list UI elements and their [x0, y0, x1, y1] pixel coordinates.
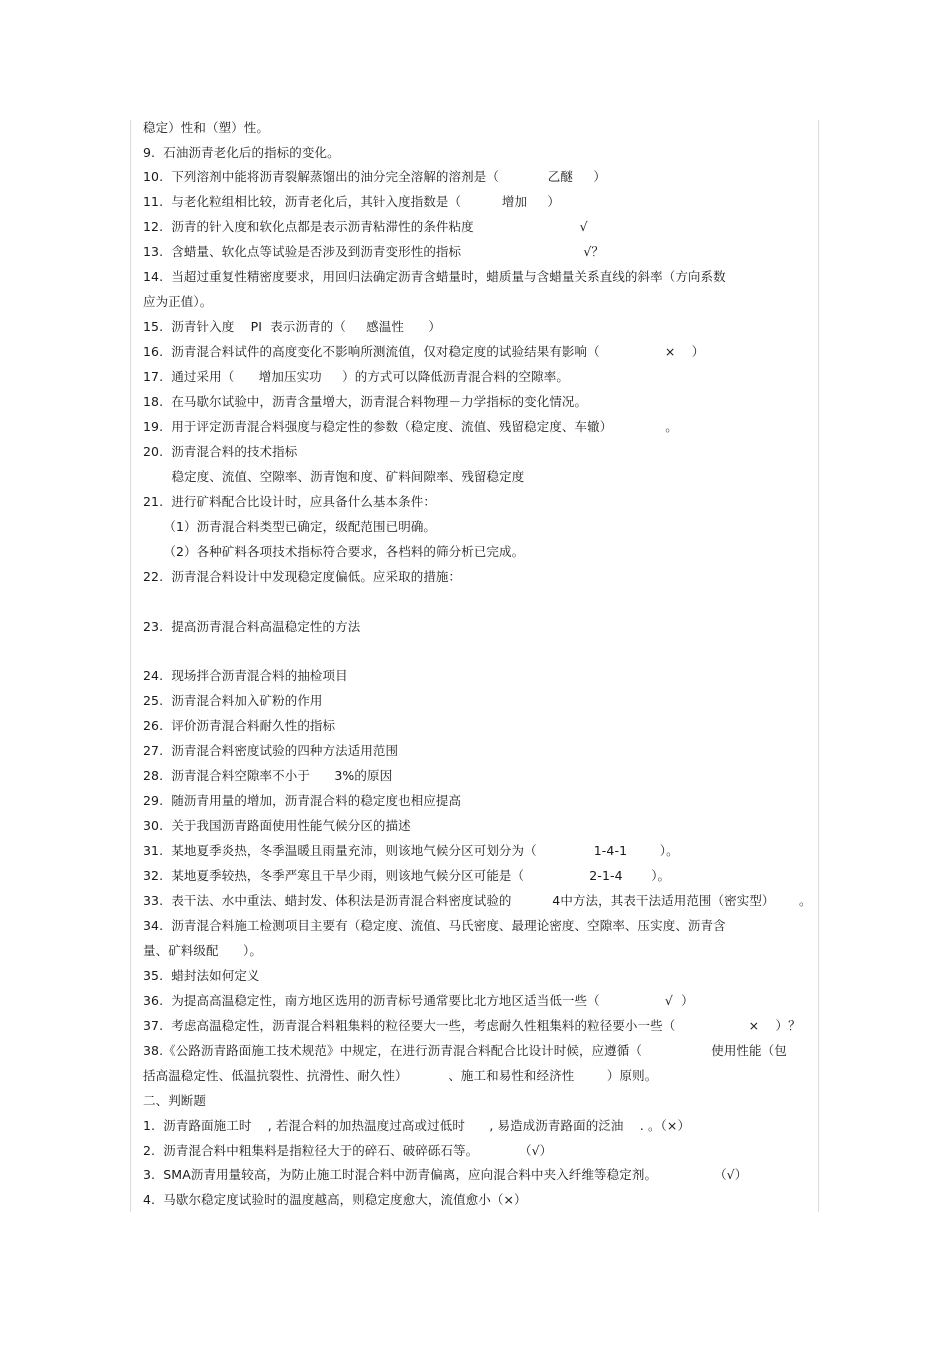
text-line: 量、矿料级配 ）。	[143, 943, 262, 958]
text-line: 稳定）性和（塑）性。	[143, 120, 270, 135]
text-line: 34. 沥青混合料施工检测项目主要有（稳定度、流值、马氏密度、最理论密度、空隙率、压实度、沥青含	[143, 918, 726, 933]
text-line: 24. 现场拌合沥青混合料的抽检项目	[143, 668, 348, 683]
text-line: 21. 进行矿料配合比设计时，应具备什么基本条件：	[143, 494, 436, 509]
text-line: （2）各种矿料各项技术指标符合要求，各档料的筛分析已完成。	[143, 544, 525, 559]
text-line: 2. 沥青混合料中粗集料是指粒径大于的碎石、破碎砾石等。 （√）	[143, 1143, 553, 1158]
text-line: 13. 含蜡量、软化点等试验是否涉及到沥青变形性的指标 √？	[143, 244, 604, 259]
text-line: 27. 沥青混合料密度试验的四种方法适用范围	[143, 743, 399, 758]
text-line: 19. 用于评定沥青混合料强度与稳定性的参数（稳定度、流值、残留稳定度、车辙） 。	[143, 419, 678, 434]
text-line: 31. 某地夏季炎热，冬季温暖且雨量充沛，则该地气候分区可划分为（ 1-4-1 ）。	[143, 843, 679, 858]
text-line: 12. 沥青的针入度和软化点都是表示沥青粘滞性的条件粘度 √	[143, 219, 588, 234]
text-line: 37. 考虑高温稳定性，沥青混合料粗集料的粒径要大一些，考虑耐久性粗集料的粒径要小一些（ × ）？	[143, 1018, 801, 1033]
text-line: 括高温稳定性、低温抗裂性、抗滑性、耐久性） 、施工和易性和经济性 ）原则。	[143, 1068, 658, 1083]
text-line: 32. 某地夏季较热，冬季严寒且干旱少雨，则该地气候分区可能是（ 2-1-4 ）。	[143, 868, 671, 883]
text-line: 应为正值）。	[143, 294, 213, 309]
text-line: 29. 随沥青用量的增加，沥青混合料的稳定度也相应提高	[143, 793, 462, 808]
section-heading: 二、判断题	[143, 1093, 207, 1108]
text-line: 20. 沥青混合料的技术指标	[143, 444, 298, 459]
text-line: 17. 通过采用（ 增加压实功 ）的方式可以降低沥青混合料的空隙率。	[143, 369, 569, 384]
text-line: 38.《公路沥青路面施工技术规范》中规定，在进行沥青混合料配合比设计时候，应遵循（ 使用性能（包	[143, 1043, 787, 1058]
text-line: 36. 为提高高温稳定性，南方地区选用的沥青标号通常要比北方地区适当低一些（ √ ）	[143, 993, 694, 1008]
text-line: 33. 表干法、水中重法、蜡封发、体积法是沥青混合料密度试验的 4中方法，其表干法适用范围（密实型） 。	[143, 893, 812, 908]
text-line: 1. 沥青路面施工时 , 若混合料的加热温度过高或过低时 , 易造成沥青路面的泛油 . 。（×）	[143, 1118, 691, 1133]
text-line: 35. 蜡封法如何定义	[143, 968, 260, 983]
text-line: 16. 沥青混合料试件的高度变化不影响所测流值，仅对稳定度的试验结果有影响（ × ）	[143, 344, 705, 359]
text-line: 9. 石油沥青老化后的指标的变化。	[143, 145, 340, 160]
text-line: 30. 关于我国沥青路面使用性能气候分区的描述	[143, 818, 411, 833]
text-line: 25. 沥青混合料加入矿粉的作用	[143, 693, 323, 708]
text-line: 3. SMA沥青用量较高，为防止施工时混合料中沥青偏离，应向混合料中夹入纤维等稳定剂。 （√）	[143, 1167, 748, 1182]
text-line: 26. 评价沥青混合料耐久性的指标	[143, 718, 336, 733]
text-line: 28. 沥青混合料空隙率不小于 3%的原因	[143, 768, 393, 783]
text-line: （1）沥青混合料类型已确定，级配范围已明确。	[143, 519, 437, 534]
text-line: 稳定度、流值、空隙率、沥青饱和度、矿料间隙率、残留稳定度	[143, 469, 525, 484]
text-line: 15. 沥青针入度 PI 表示沥青的（ 感温性 ）	[143, 319, 441, 334]
text-line: 4. 马歇尔稳定度试验时的温度越高，则稳定度愈大，流值愈小（×）	[143, 1192, 527, 1207]
text-line: 22. 沥青混合料设计中发现稳定度偏低。应采取的措施：	[143, 569, 462, 584]
text-line: 23. 提高沥青混合料高温稳定性的方法	[143, 619, 361, 634]
left-margin-line	[130, 120, 131, 1212]
text-line: 11. 与老化粒组相比较，沥青老化后，其针入度指数是（ 增加 ）	[143, 194, 561, 209]
text-line: 14. 当超过重复性精密度要求，用回归法确定沥青含蜡量时，蜡质量与含蜡量关系直线的斜率（方向系数	[143, 269, 726, 284]
text-line: 10. 下列溶剂中能将沥青裂解蒸馏出的油分完全溶解的溶剂是（ 乙醚 ）	[143, 169, 606, 184]
text-line: 18. 在马歇尔试验中，沥青含量增大，沥青混合料物理－力学指标的变化情况。	[143, 394, 588, 409]
right-margin-line	[818, 120, 819, 1212]
